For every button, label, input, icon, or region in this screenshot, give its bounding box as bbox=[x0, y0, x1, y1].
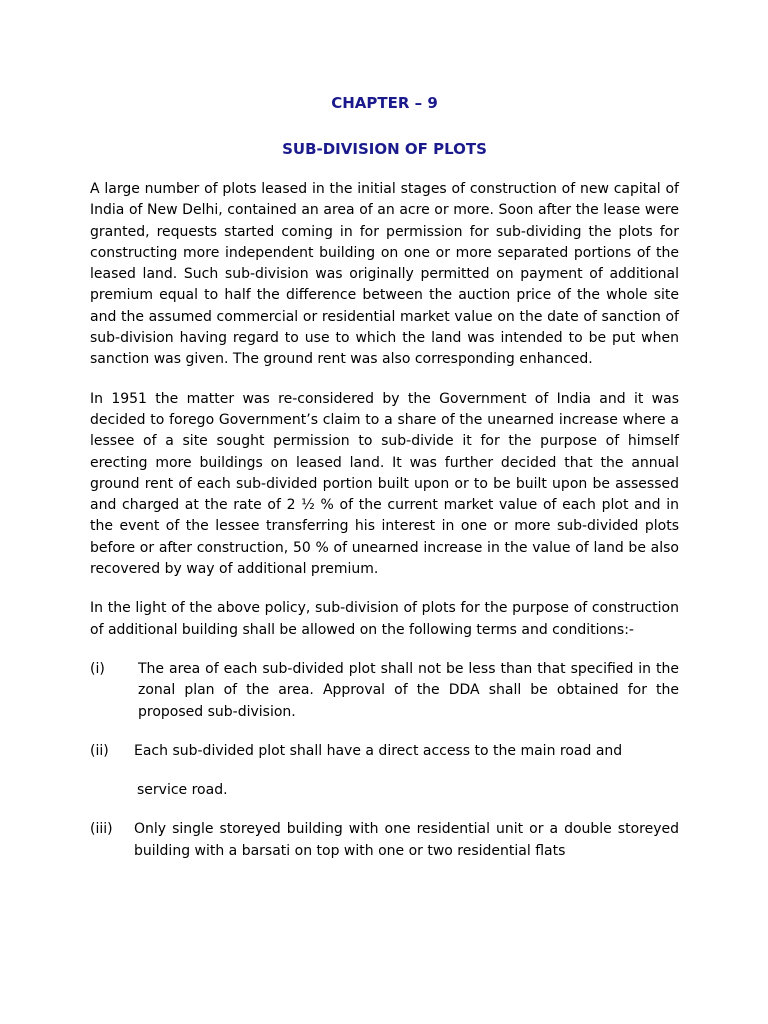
condition-number: (ii) bbox=[90, 742, 109, 759]
condition-text-continuation: service road. bbox=[137, 782, 228, 799]
condition-item-i bbox=[90, 659, 679, 723]
condition-number: (iii) bbox=[90, 821, 113, 838]
paragraph-1951-policy: In 1951 the matter was re-considered by the Government of India and it was decided to forego Government’s claim to a share of the unearned increase where a lessee of a site sought permission to sub-divide it for the purpose of himself erecting more buildings on leased land. It was further decided that the annual ground rent of each sub-divided portion built upon or to be built upon be assessed and charged at the rate of 2 ½ % of the current market value of each plot and in the event of the lessee transferring his interest in one or more sub-divided plots before or after construction, 50 % of unearned increase in the value of land be also recovered by way of additional premium. bbox=[90, 390, 679, 578]
condition-item-ii bbox=[90, 741, 679, 762]
condition-text: The area of each sub-divided plot shall not be less than that specified in the zonal plan of the area. Approval of the DDA shall be obtained for the proposed sub-division. bbox=[138, 660, 679, 720]
condition-text: Only single storeyed building with one residential unit or a double storeyed building with a barsati on top with one or two residential flats bbox=[134, 821, 679, 859]
condition-item-iii bbox=[90, 819, 679, 862]
paragraph-history: A large number of plots leased in the initial stages of construction of new capital of India of New Delhi, contained an area of an acre or more. Soon after the lease were granted, requests started coming in for permission for sub-dividing the plots for constructing more independent building on one or more separated portions of the leased land. Such sub-division was originally permitted on payment of additional premium equal to half the difference between the auction price of the whole site and the assumed commercial or residential market value on the date of sanction of sub-division having regard to use to which the land was intended to be put when sanction was given. The ground rent was also corresponding enhanced. bbox=[90, 181, 679, 368]
condition-number: (i) bbox=[90, 660, 105, 677]
conditions-list bbox=[90, 659, 679, 862]
paragraph-terms-intro: In the light of the above policy, sub-division of plots for the purpose of construction of additional building shall be allowed on the following terms and conditions:- bbox=[90, 600, 679, 638]
condition-text: Each sub-divided plot shall have a direct access to the main road and bbox=[134, 742, 623, 759]
document-body bbox=[90, 90, 679, 862]
section-title: SUB-DIVISION OF PLOTS bbox=[282, 140, 487, 158]
chapter-heading: CHAPTER – 9 bbox=[331, 94, 438, 112]
